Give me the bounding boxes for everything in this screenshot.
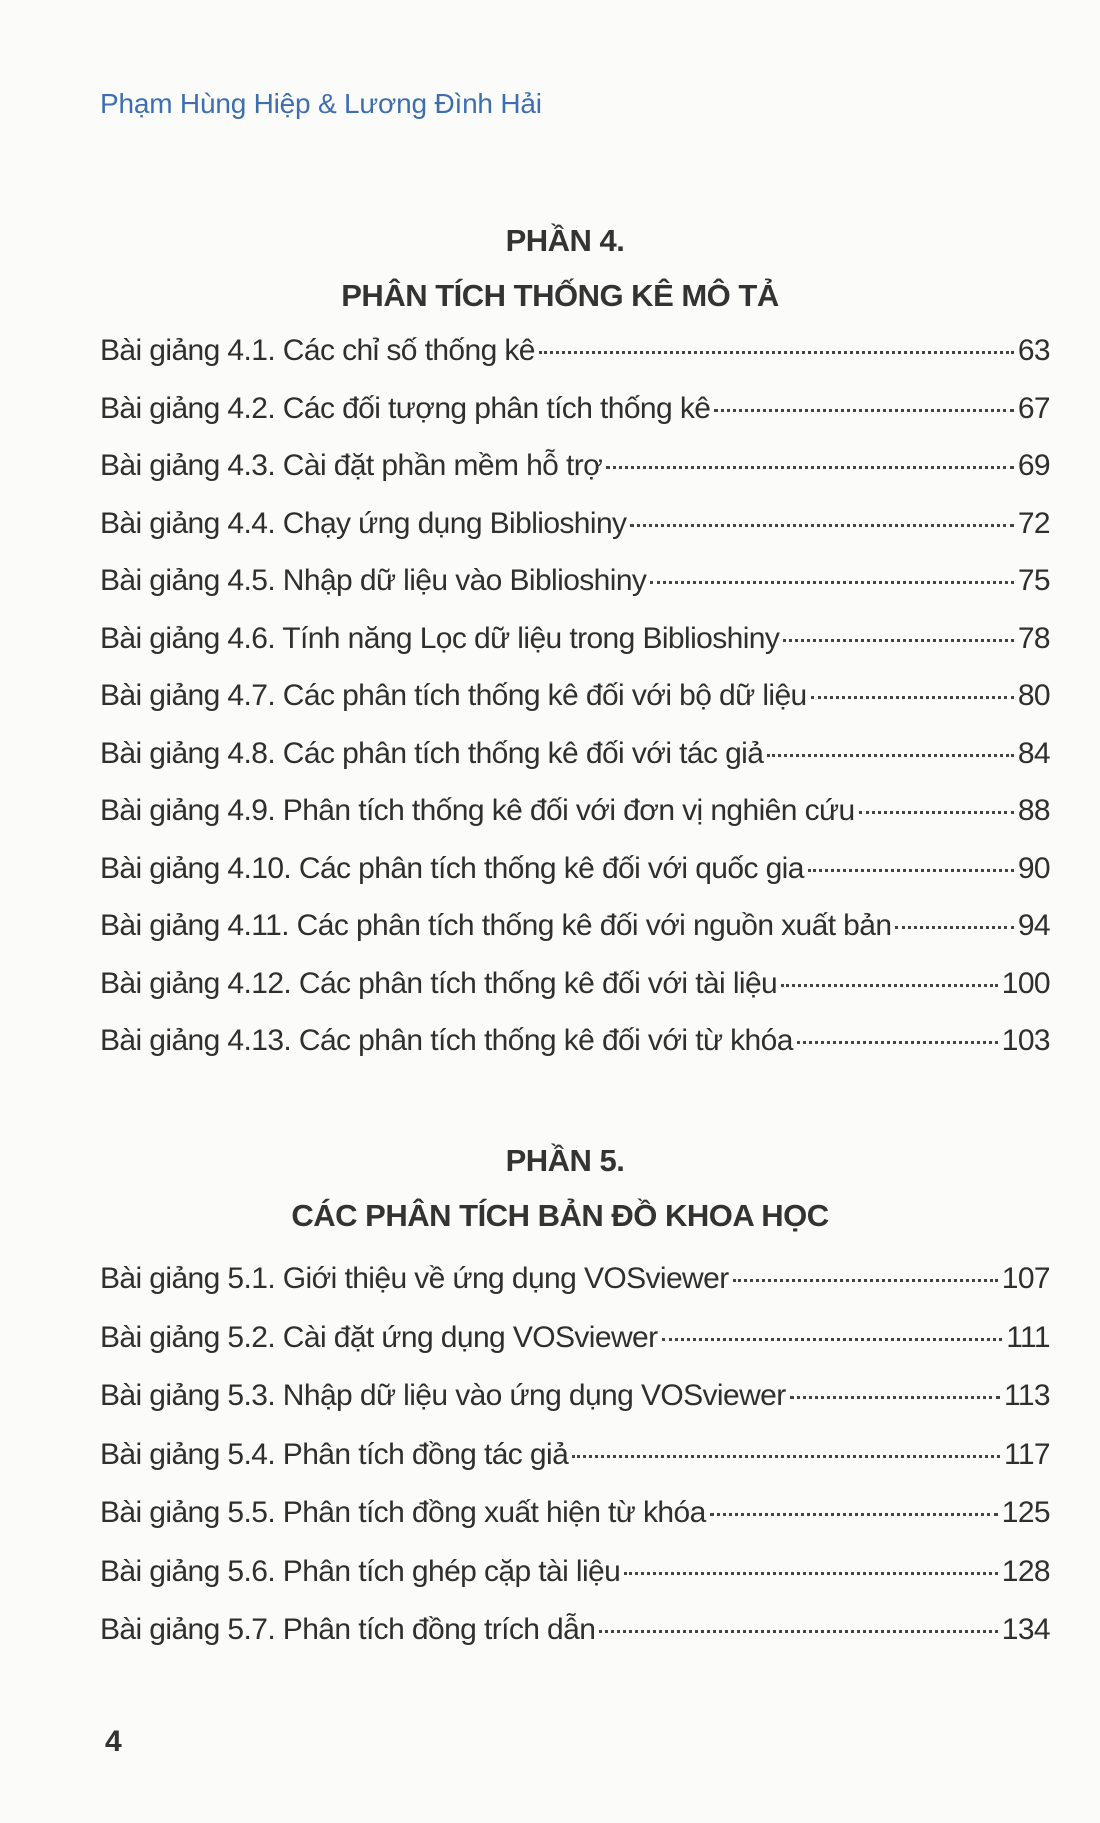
toc-entry-title: Bài giảng 4.12. Các phân tích thống kê đối với tài liệu (100, 966, 778, 1000)
toc-entry-page: 72 (1017, 506, 1050, 540)
toc-entry-page: 78 (1017, 621, 1050, 655)
toc-entry-title: Bài giảng 4.9. Phân tích thống kê đối với đơn vị nghiên cứu (100, 794, 855, 827)
dot-leader (630, 524, 1013, 527)
toc-entry-page: 125 (1001, 1496, 1050, 1529)
dot-leader (606, 466, 1014, 469)
toc-entry (100, 782, 1050, 840)
toc-entry-title: Bài giảng 4.11. Các phân tích thống kê đối với nguồn xuất bản (100, 909, 892, 942)
toc-entry-title: Bài giảng 5.3. Nhập dữ liệu vào ứng dụng VOSviewer (100, 1379, 786, 1412)
toc-entry-page: 67 (1017, 391, 1050, 425)
part-4-toc (0, 322, 1100, 1070)
toc-entry-title: Bài giảng 4.7. Các phân tích thống kê đối với bộ dữ liệu (100, 679, 807, 712)
toc-entry-title: Bài giảng 4.6. Tính năng Lọc dữ liệu trong Biblioshiny (100, 621, 780, 655)
toc-entry (100, 610, 1050, 668)
toc-entry-page: 103 (1001, 1024, 1050, 1057)
toc-entry (100, 1484, 1050, 1543)
toc-entry-page: 63 (1017, 334, 1050, 367)
dot-leader (790, 1396, 1000, 1399)
toc-entry-page: 80 (1017, 679, 1050, 712)
dot-leader (714, 409, 1014, 412)
part-5-title: CÁC PHÂN TÍCH BẢN ĐỒ KHOA HỌC (291, 1198, 829, 1233)
toc-entry (100, 840, 1050, 898)
toc-entry-title: Bài giảng 5.6. Phân tích ghép cặp tài liệu (100, 1554, 621, 1588)
toc-entry-title: Bài giảng 4.5. Nhập dữ liệu vào Biblioshiny (100, 564, 647, 597)
toc-entry-page: 90 (1017, 851, 1050, 885)
dot-leader (572, 1455, 1000, 1458)
toc-entry-page: 84 (1017, 736, 1050, 770)
dot-leader (808, 869, 1014, 872)
toc-entry-title: Bài giảng 5.4. Phân tích đồng tác giả (100, 1437, 569, 1471)
toc-entry-page: 69 (1017, 449, 1050, 482)
toc-entry-page: 88 (1017, 794, 1050, 827)
toc-entry-page: 100 (1001, 966, 1050, 1000)
toc-entry-title: Bài giảng 4.13. Các phân tích thống kê đối với từ khóa (100, 1024, 793, 1057)
toc-entry (100, 1309, 1050, 1368)
toc-entry-page: 128 (1001, 1554, 1050, 1588)
part-5-toc (0, 1250, 1100, 1660)
toc-entry (100, 552, 1050, 610)
toc-entry (100, 437, 1050, 495)
part-4-title: PHÂN TÍCH THỐNG KÊ MÔ TẢ (341, 278, 779, 313)
part-5-section (0, 1132, 1100, 1660)
toc-entry-title: Bài giảng 5.5. Phân tích đồng xuất hiện từ khóa (100, 1496, 706, 1529)
toc-entry-title: Bài giảng 4.3. Cài đặt phần mềm hỗ trợ (100, 449, 603, 482)
dot-leader (781, 984, 998, 987)
dot-leader (783, 639, 1014, 642)
dot-leader (733, 1279, 998, 1282)
toc-entry-title: Bài giảng 4.1. Các chỉ số thống kê (100, 334, 535, 367)
dot-leader (710, 1513, 998, 1516)
toc-entry-title: Bài giảng 5.2. Cài đặt ứng dụng VOSviewer (100, 1320, 658, 1354)
toc-entry (100, 380, 1050, 438)
toc-entry-page: 94 (1017, 909, 1050, 942)
toc-entry (100, 667, 1050, 725)
toc-entry-title: Bài giảng 5.1. Giới thiệu về ứng dụng VOSviewer (100, 1262, 729, 1295)
page-number: 4 (105, 1725, 122, 1758)
dot-leader (650, 581, 1014, 584)
dot-leader (767, 754, 1014, 757)
dot-leader (859, 811, 1014, 814)
dot-leader (797, 1041, 998, 1044)
toc-entry-title: Bài giảng 4.8. Các phân tích thống kê đối với tác giả (100, 736, 764, 770)
dot-leader (624, 1572, 998, 1575)
toc-entry-page: 117 (1003, 1437, 1050, 1471)
dot-leader (895, 926, 1013, 929)
toc-entry (100, 322, 1050, 380)
toc-entry (100, 955, 1050, 1013)
toc-entry-title: Bài giảng 5.7. Phân tích đồng trích dẫn (100, 1613, 596, 1646)
toc-entry-title: Bài giảng 4.4. Chạy ứng dụng Biblioshiny (100, 506, 627, 540)
toc-entry (100, 495, 1050, 553)
toc-entry-title: Bài giảng 4.10. Các phân tích thống kê đối với quốc gia (100, 851, 804, 885)
toc-entry-page: 75 (1017, 564, 1050, 597)
toc-entry-page: 134 (1001, 1613, 1050, 1646)
toc-entry (100, 1250, 1050, 1309)
dot-leader (539, 351, 1014, 354)
toc-entry-title: Bài giảng 4.2. Các đối tượng phân tích thống kê (100, 391, 711, 425)
toc-entry (100, 1543, 1050, 1602)
dot-leader (811, 696, 1014, 699)
toc-entry (100, 1426, 1050, 1485)
dot-leader (662, 1338, 1003, 1341)
toc-entry-page: 111 (1006, 1320, 1050, 1354)
toc-entry-page: 107 (1001, 1262, 1050, 1295)
toc-entry (100, 1367, 1050, 1426)
toc-entry (100, 1012, 1050, 1070)
toc-entry-page: 113 (1003, 1379, 1050, 1412)
dot-leader (599, 1630, 997, 1633)
toc-entry (100, 897, 1050, 955)
part-4-section (0, 212, 1100, 1070)
toc-entry (100, 1601, 1050, 1660)
part-4-label: PHẦN 4. (505, 223, 625, 258)
running-header-authors: Phạm Hùng Hiệp & Lương Đình Hải (100, 88, 542, 119)
toc-entry (100, 725, 1050, 783)
part-5-label: PHẦN 5. (505, 1143, 625, 1178)
